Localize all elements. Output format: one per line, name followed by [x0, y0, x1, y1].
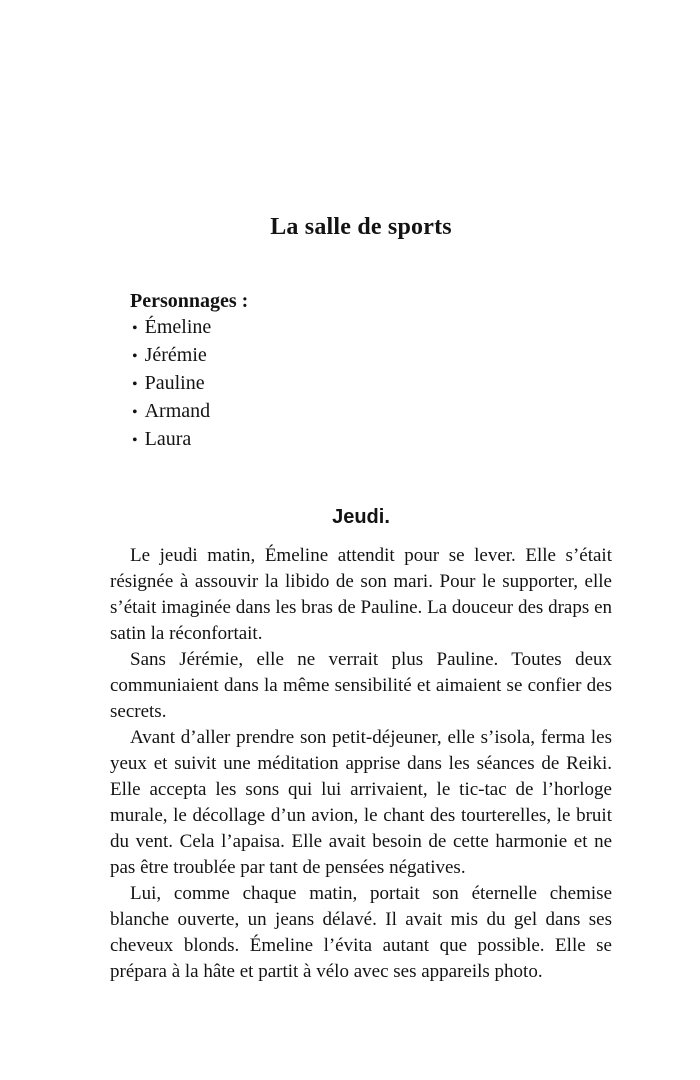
- bullet-icon: •: [132, 404, 138, 421]
- character-name: Armand: [144, 400, 211, 422]
- paragraph: Avant d’aller prendre son petit-déjeuner, elle s’isola, ferma les yeux et suivit une méditation apprise dans les séances de Reiki. Elle accepta les sons qui lui arrivaient, le tic-tac de l’horloge murale, le décollage d’un avion, le chant des tourterelles, le bruit du vent. Cela l’apaisa. Elle avait besoin de cette harmonie et ne pas être troublée par tant de pensées négatives.: [110, 727, 612, 878]
- paragraph: Lui, comme chaque matin, portait son éternelle chemise blanche ouverte, un jeans délavé. Il avait mis du gel dans ses cheveux blonds. Émeline l’évita autant que possible. Elle se prépara à la hâte et partit à vélo avec ses appareils photo.: [110, 883, 612, 982]
- bullet-icon: •: [132, 320, 138, 337]
- list-item: [130, 370, 612, 398]
- characters-heading: Personnages :: [130, 290, 249, 312]
- bullet-icon: •: [132, 376, 138, 393]
- character-name: Émeline: [144, 316, 212, 338]
- character-name: Pauline: [144, 372, 205, 394]
- paragraph: Sans Jérémie, elle ne verrait plus Pauline. Toutes deux communiaient dans la même sensibilité et aimaient se confier des secrets.: [110, 649, 612, 722]
- bullet-icon: •: [132, 432, 138, 449]
- chapter-heading: Jeudi.: [332, 506, 390, 528]
- character-list: [130, 314, 612, 454]
- list-item: [130, 398, 612, 426]
- bullet-icon: •: [132, 348, 138, 365]
- chapter-body: [110, 543, 612, 985]
- characters-section: [130, 288, 612, 454]
- character-name: Laura: [144, 428, 192, 450]
- book-title: La salle de sports: [270, 214, 452, 240]
- list-item: [130, 342, 612, 370]
- list-item: [130, 314, 612, 342]
- list-item: [130, 426, 612, 454]
- character-name: Jérémie: [144, 344, 207, 366]
- paragraph: Le jeudi matin, Émeline attendit pour se lever. Elle s’était résignée à assouvir la libido de son mari. Pour le supporter, elle s’était imaginée dans les bras de Pauline. La douceur des draps en satin la réconfortait.: [110, 545, 612, 644]
